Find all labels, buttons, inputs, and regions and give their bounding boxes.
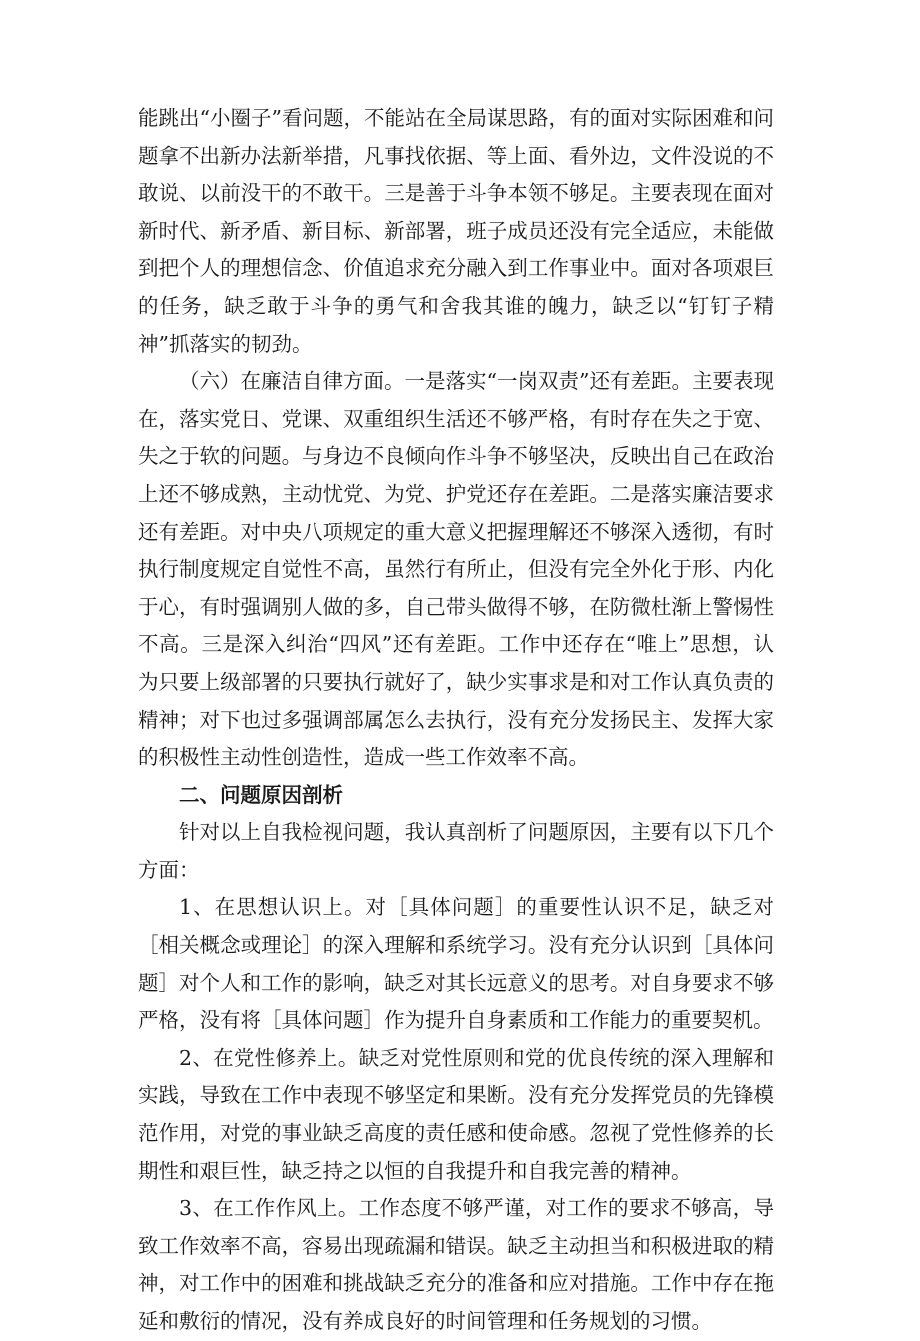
paragraph-integrity-self-discipline: （六）在廉洁自律方面。一是落实“一岗双责”还有差距。主要表现在，落实党日、党课、双重组织生活还不够严格，有时存在失之于宽、失之于软的问题。与身边不良倾向作斗争不够坚决，反映出自己在政治上还不够成熟，主动忧党、为党、护党还存在差距。二是落实廉洁要求还有差距。对中央八项规定的重大意义把握理解还不够深入透彻，有时执行制度规定自觉性不高，虽然行有所止，但没有完全外化于形、内化于心，有时强调别人做的多，自己带头做得不够，在防微杜渐上警惕性不高。三是深入纠治“四风”还有差距。工作中还存在“唯上”思想，认为只要上级部署的只要执行就好了，缺少实事求是和对工作认真负责的精神；对下也过多强调部属怎么去执行，没有充分发扬民主、发挥大家的积极性主动性创造性，造成一些工作效率不高。 xyxy=(138,369,774,770)
paragraph-continuation: 能跳出“小圈子”看问题，不能站在全局谋思路，有的面对实际困难和问题拿不出新办法新举措，凡事找依据、等上面、看外边，文件没说的不敢说、以前没干的不敢干。三是善于斗争本领不够足。主要表现在面对新时代、新矛盾、新目标、新部署，班子成员还没有完全适应，未能做到把个人的理想信念、价值追求充分融入到工作事业中。面对各项艰巨的任务，缺乏敢于斗争的勇气和舍我其谁的魄力，缺乏以“钉钉子精神”抓落实的韧劲。 xyxy=(138,106,774,356)
paragraph-party-spirit: 2、在党性修养上。缺乏对党性原则和党的优良传统的深入理解和实践，导致在工作中表现不够坚定和果断。没有充分发挥党员的先锋模范作用，对党的事业缺乏高度的责任感和使命感。忽视了党性修养的长期性和艰巨性，缺乏持之以恒的自我提升和自我完善的精神。 xyxy=(138,1045,774,1183)
paragraph-work-style: 3、在工作作风上。工作态度不够严谨，对工作的要求不够高，导致工作效率不高，容易出现疏漏和错误。缺乏主动担当和积极进取的精神，对工作中的困难和挑战缺乏充分的准备和应对措施。工作中存在拖延和敷衍的情况，没有养成良好的时间管理和任务规划的习惯。 xyxy=(138,1196,774,1333)
paragraph-intro: 针对以上自我检视问题，我认真剖析了问题原因，主要有以下几个方面： xyxy=(138,820,774,882)
document-body xyxy=(138,100,774,1341)
section-heading-cause-analysis: 二、问题原因剖析 xyxy=(179,782,343,807)
paragraph-ideological-understanding: 1、在思想认识上。对［具体问题］的重要性认识不足，缺乏对［相关概念或理论］的深入理解和系统学习。没有充分认识到［具体问题］对个人和工作的影响，缺乏对其长远意义的思考。对自身要求不够严格，没有将［具体问题］作为提升自身素质和工作能力的重要契机。 xyxy=(138,895,774,1033)
